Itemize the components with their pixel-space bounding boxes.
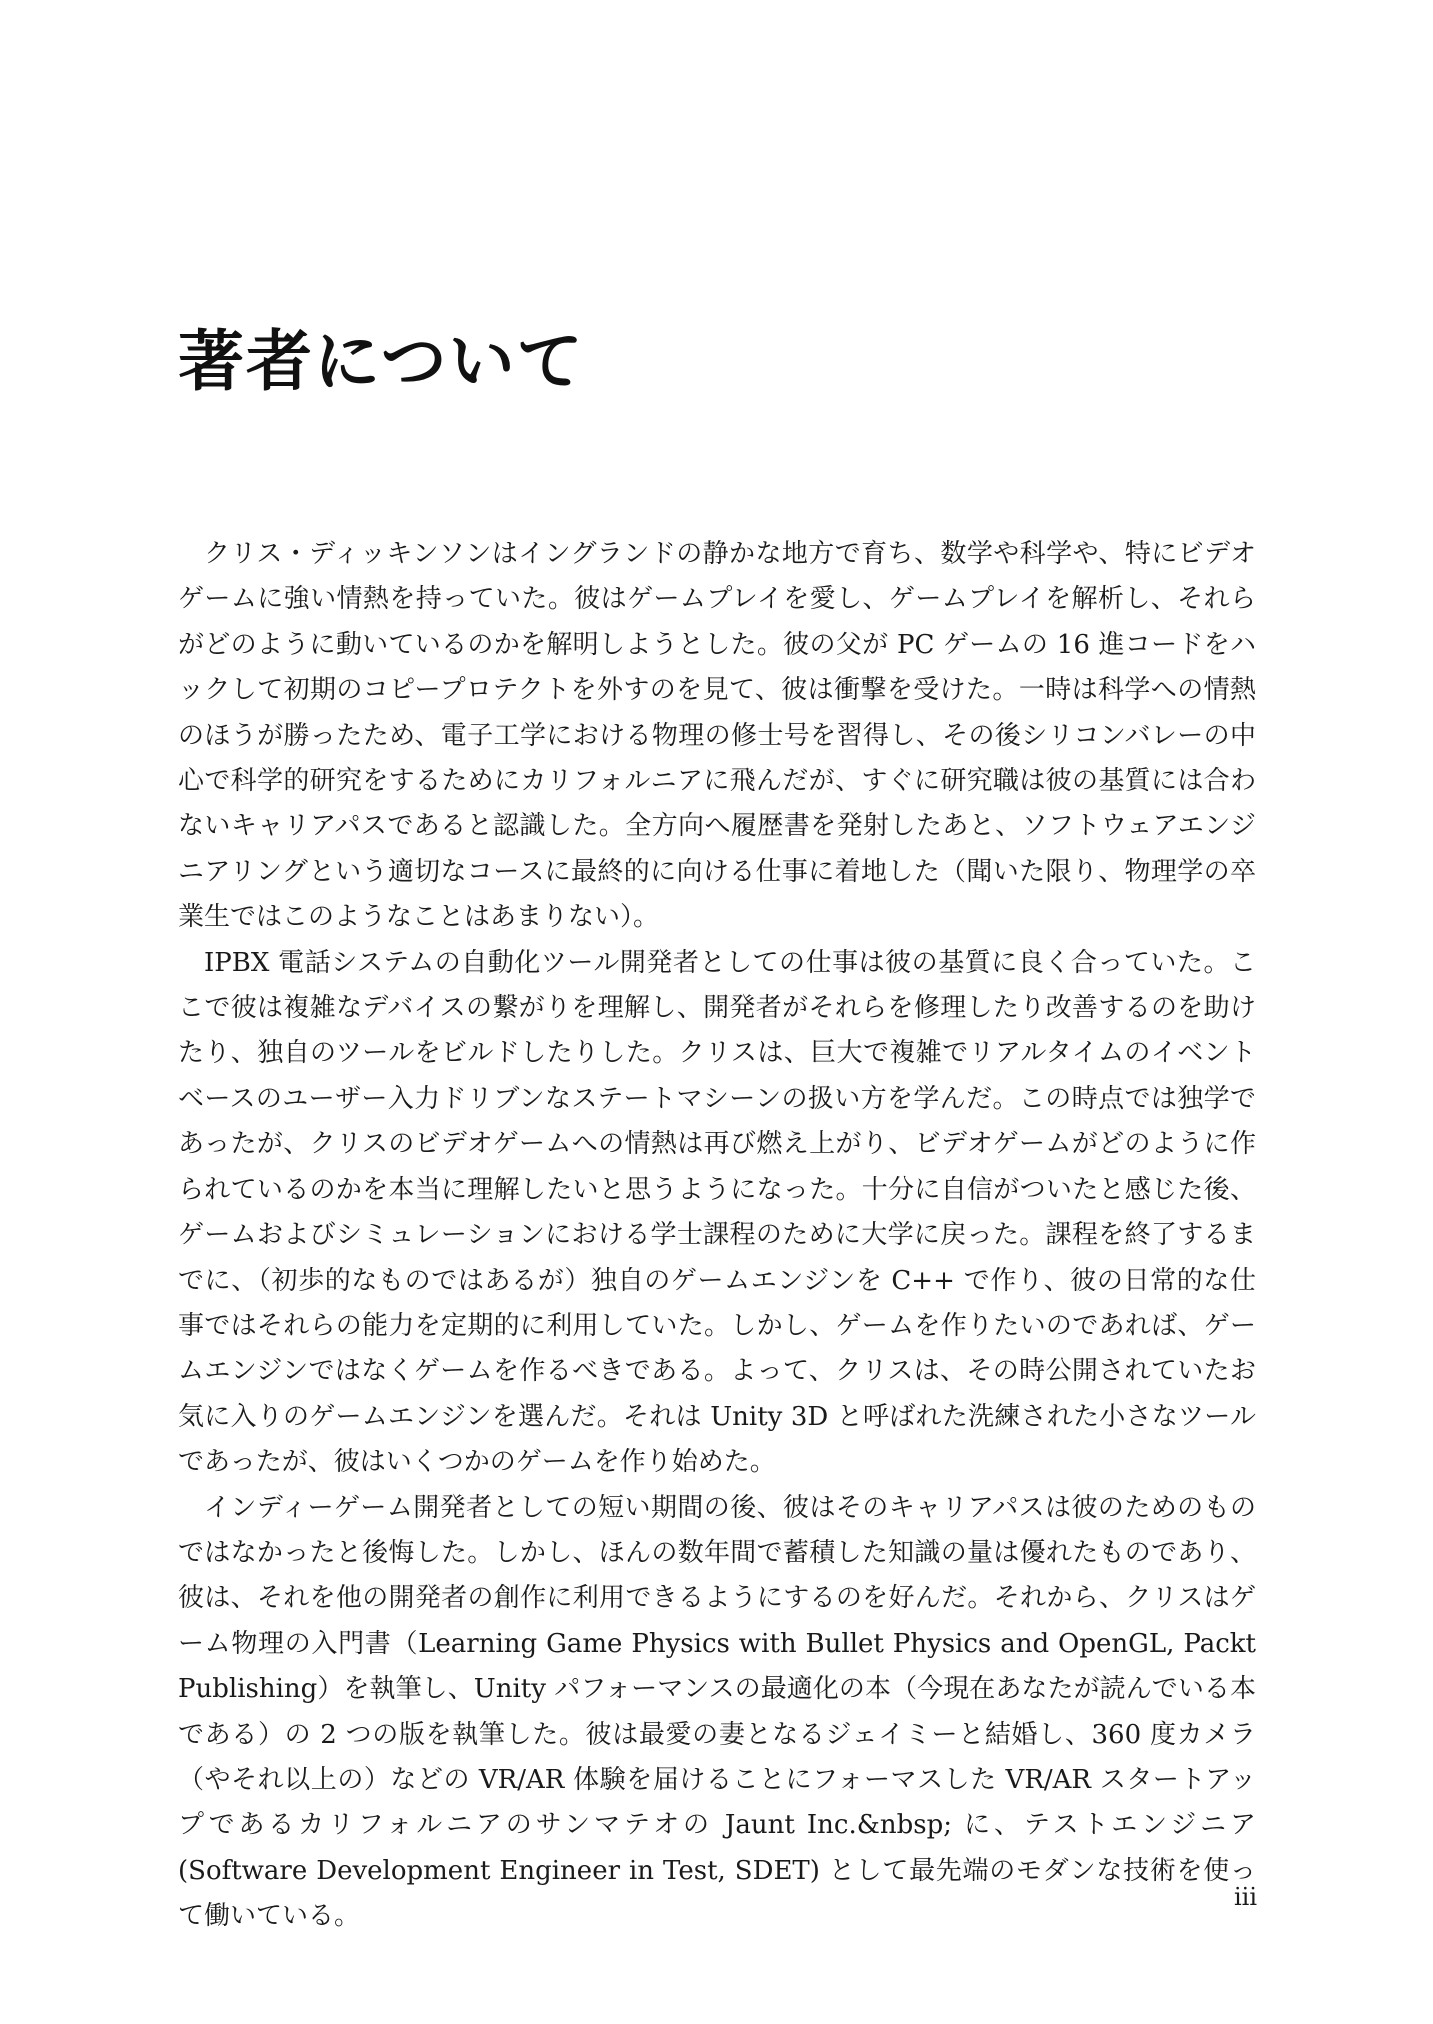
paragraph-1: クリス・ディッキンソンはイングランドの静かな地方で育ち、数学や科学や、特にビデオゲームに強い情熱を持っていた。彼はゲームプレイを愛し、ゲームプレイを解析し、それらがどのように動いているのかを解明しようとした。彼の父が PC ゲームの 16 進コードをハックして初期のコピープロテクトを外すのを見て、彼は衝撃を受けた。一時は科学への情熱のほうが勝ったため、電子工学における物理の修士号を習得し、その後シリコンバレーの中心で科学的研究をするためにカリフォルニアに飛んだが、すぐに研究職は彼の基質には合わないキャリアパスであると認識した。全方向へ履歴書を発射したあと、ソフトウェアエンジニアリングという適切なコースに最終的に向ける仕事に着地した（聞いた限り、物理学の卒業生ではこのようなことはあまりない）。 [178,539,1257,933]
chapter-title: 著者について [178,323,585,400]
body-text [178,532,1256,1940]
paragraph-2: IPBX 電話システムの自動化ツール開発者としての仕事は彼の基質に良く合っていた。ここで彼は複雑なデバイスの繋がりを理解し、開発者がそれらを修理したり改善するのを助けたり、独自のツールをビルドしたりした。クリスは、巨大で複雑でリアルタイムのイベントベースのユーザー入力ドリブンなステートマシーンの扱い方を学んだ。この時点では独学であったが、クリスのビデオゲームへの情熱は再び燃え上がり、ビデオゲームがどのように作られているのかを本当に理解したいと思うようになった。十分に自信がついたと感じた後、ゲームおよびシミュレーションにおける学士課程のために大学に戻った。課程を終了するまでに、（初歩的なものではあるが）独自のゲームエンジンを C++ で作り、彼の日常的な仕事ではそれらの能力を定期的に利用していた。しかし、ゲームを作りたいのであれば、ゲームエンジンではなくゲームを作るべきである。よって、クリスは、その時公開されていたお気に入りのゲームエンジンを選んだ。それは Unity 3D と呼ばれた洗練された小さなツールであったが、彼はいくつかのゲームを作り始めた。 [178,947,1256,1478]
page-number: iii [1233,1883,1257,1911]
paragraph-3: インディーゲーム開発者としての短い期間の後、彼はそのキャリアパスは彼のためのものではなかったと後悔した。しかし、ほんの数年間で蓄積した知識の量は優れたものであり、彼は、それを他の開発者の創作に利用できるようにするのを好んだ。それから、クリスはゲーム物理の入門書（Learning Game Physics with Bullet Physics and OpenGL, Packt Publishing）を執筆し、Unity パフォーマンスの最適化の本（今現在あなたが読んでいる本である）の 2 つの版を執筆した。彼は最愛の妻となるジェイミーと結婚し、360 度カメラ（やそれ以上の）などの VR/AR 体験を届けることにフォーマスした VR/AR スタートアップであるカリフォルニアのサンマテオの Jaunt Inc.&nbsp; に、テストエンジニア (Software Development Engineer in Test, SDET) として最先端のモダンな技術を使って働いている。 [178,1492,1256,1932]
